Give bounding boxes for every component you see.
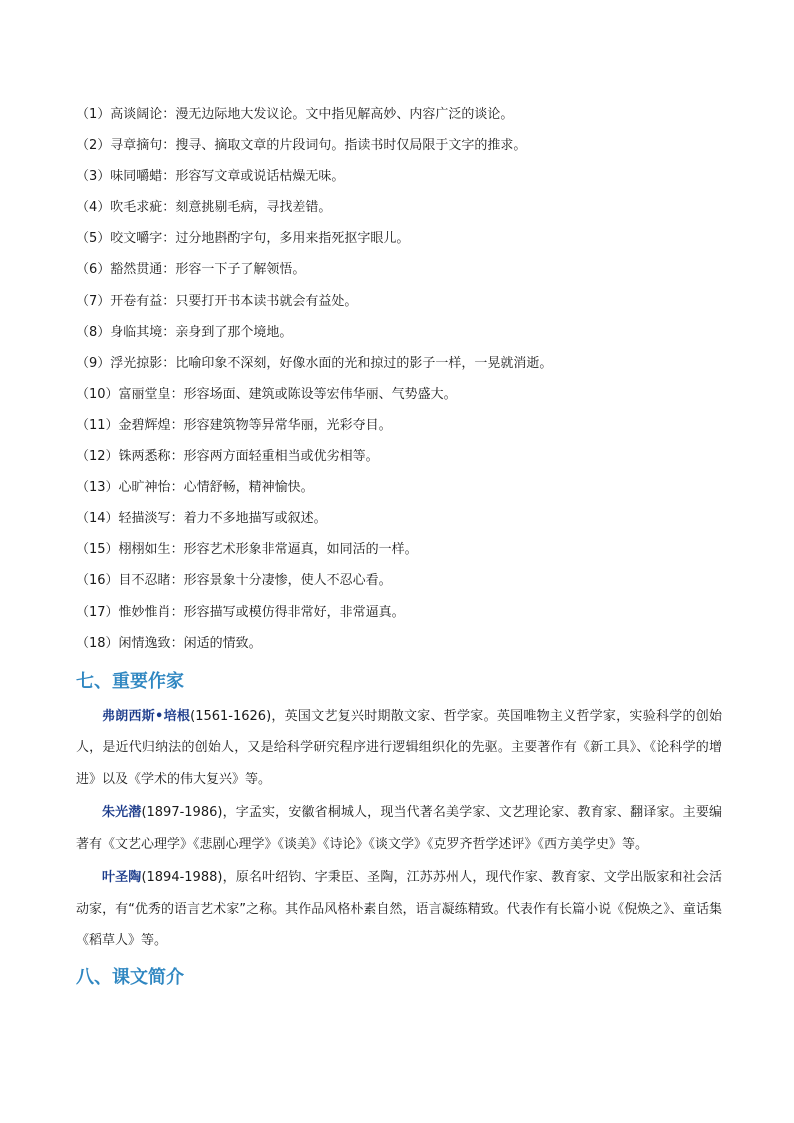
vocab-separator: ： <box>170 480 184 496</box>
vocab-term: 富丽堂皇 <box>118 386 171 402</box>
vocab-term: 味同嚼蜡 <box>110 169 163 185</box>
vocab-separator: ： <box>170 417 184 433</box>
author-bio: (1561-1626)，英国文艺复兴时期散文家、哲学家。英国唯物主义哲学家，实验科学的创始人，是近代归纳法的创始人，又是给科学研究程序进行逻辑组织化的先驱。主要著作有《新工具》、《论科学的增进》以及《学术的伟大复兴》等。 <box>76 708 722 787</box>
vocab-separator: ： <box>170 542 184 558</box>
vocab-item <box>76 410 722 441</box>
vocab-number: （6） <box>76 262 111 278</box>
vocab-separator: ： <box>170 449 184 465</box>
vocab-item <box>76 130 722 161</box>
vocab-separator: ： <box>170 386 184 402</box>
vocab-definition: 刻意挑剔毛病，寻找差错。 <box>175 200 332 216</box>
section-heading-important-writers: 七、重要作家 <box>76 670 184 692</box>
vocab-item <box>76 628 722 659</box>
vocab-number: （3） <box>76 169 111 185</box>
vocab-term: 目不忍睹 <box>118 573 171 589</box>
vocab-separator: ： <box>170 604 184 620</box>
vocab-separator: ： <box>162 107 176 122</box>
vocab-term: 浮光掠影 <box>110 355 163 371</box>
vocab-item <box>76 192 722 223</box>
author-bio: (1894-1988)，原名叶绍钧、字秉臣、圣陶，江苏苏州人，现代作家、教育家、文学出版家和社会活动家，有“优秀的语言艺术家”之称。其作品风格朴素自然，语言凝练精致。代表作有长篇小说《倪焕之》、童话集《稻草人》等。 <box>76 870 722 949</box>
vocab-term: 高谈阔论 <box>110 107 163 122</box>
vocab-term: 心旷神怡 <box>118 480 171 496</box>
vocab-separator: ： <box>170 573 184 589</box>
vocab-definition: 形容场面、建筑或陈设等宏伟华丽、气势盛大。 <box>183 386 457 402</box>
vocab-separator: ： <box>162 324 176 340</box>
vocab-term: 豁然贯通 <box>110 262 163 278</box>
vocab-separator: ： <box>162 355 176 371</box>
author-name: 弗朗西斯•培根 <box>102 708 191 724</box>
vocab-term: 惟妙惟肖 <box>118 604 171 620</box>
author-paragraph <box>76 797 722 860</box>
vocab-number: （18） <box>76 635 119 651</box>
vocab-list <box>76 99 722 659</box>
vocab-item <box>76 379 722 410</box>
vocab-definition: 着力不多地描写或叙述。 <box>183 511 327 527</box>
vocab-separator: ： <box>162 293 176 309</box>
vocab-separator: ： <box>162 169 176 185</box>
vocab-number: （12） <box>76 449 119 465</box>
vocab-item <box>76 254 722 285</box>
vocab-definition: 比喻印象不深刻，好像水面的光和掠过的影子一样，一晃就消逝。 <box>175 355 553 371</box>
vocab-definition: 形容艺术形象非常逼真，如同活的一样。 <box>183 542 418 558</box>
author-paragraph <box>76 701 722 796</box>
author-paragraph <box>76 862 722 957</box>
vocab-item <box>76 565 722 596</box>
vocab-separator: ： <box>162 138 176 154</box>
vocab-number: （4） <box>76 200 111 216</box>
vocab-definition: 只要打开书本读书就会有益处。 <box>175 293 358 309</box>
author-name: 叶圣陶 <box>102 870 142 886</box>
vocab-separator: ： <box>170 635 184 651</box>
vocab-definition: 闲适的情致。 <box>183 635 262 651</box>
vocab-number: （13） <box>76 480 119 496</box>
author-bio: (1897-1986)，字孟实，安徽省桐城人，现当代著名美学家、文艺理论家、教育家、翻译家。主要编著有《文艺心理学》《悲剧心理学》《谈美》《诗论》《谈文学》《克罗齐哲学述评》《西方美学史》等。 <box>76 805 722 852</box>
vocab-term: 金碧辉煌 <box>118 417 171 433</box>
vocab-number: （10） <box>76 386 119 402</box>
vocab-number: （9） <box>76 355 111 371</box>
vocab-item <box>76 534 722 565</box>
vocab-item <box>76 99 722 130</box>
vocab-definition: 形容写文章或说话枯燥无味。 <box>175 169 345 185</box>
vocab-number: （17） <box>76 604 119 620</box>
vocab-number: （14） <box>76 511 119 527</box>
author-name: 朱光潜 <box>102 805 142 821</box>
vocab-term: 身临其境 <box>110 324 163 340</box>
vocab-number: （11） <box>76 417 119 433</box>
vocab-separator: ： <box>162 200 176 216</box>
vocab-definition: 形容两方面轻重相当或优劣相等。 <box>183 449 379 465</box>
vocab-number: （5） <box>76 231 111 247</box>
vocab-definition: 形容建筑物等异常华丽，光彩夺目。 <box>183 417 392 433</box>
vocab-item <box>76 503 722 534</box>
vocab-term: 闲情逸致 <box>118 635 171 651</box>
vocab-term: 轻描淡写 <box>118 511 171 527</box>
vocab-term: 栩栩如生 <box>118 542 171 558</box>
vocab-definition: 形容景象十分凄惨，使人不忍心看。 <box>183 573 392 589</box>
vocab-number: （15） <box>76 542 119 558</box>
vocab-item <box>76 472 722 503</box>
section-heading-text-intro: 八、课文简介 <box>76 966 184 988</box>
vocab-term: 开卷有益 <box>110 293 163 309</box>
vocab-separator: ： <box>162 231 176 247</box>
vocab-definition: 形容描写或模仿得非常好，非常逼真。 <box>183 604 405 620</box>
vocab-definition: 心情舒畅，精神愉快。 <box>183 480 314 496</box>
vocab-number: （2） <box>76 138 111 154</box>
vocab-definition: 亲身到了那个境地。 <box>175 324 293 340</box>
vocab-number: （16） <box>76 573 119 589</box>
vocab-term: 铢两悉称 <box>118 449 171 465</box>
vocab-definition: 形容一下子了解领悟。 <box>175 262 306 278</box>
vocab-item <box>76 348 722 379</box>
vocab-item <box>76 161 722 192</box>
vocab-term: 吹毛求疵 <box>110 200 163 216</box>
vocab-separator: ： <box>162 262 176 278</box>
vocab-number: （1） <box>76 107 111 122</box>
vocab-term: 寻章摘句 <box>110 138 163 154</box>
vocab-item <box>76 317 722 348</box>
vocab-definition: 过分地斟酌字句，多用来指死抠字眼儿。 <box>175 231 410 247</box>
vocab-definition: 漫无边际地大发议论。文中指见解高妙、内容广泛的谈论。 <box>175 107 514 122</box>
vocab-item <box>76 286 722 317</box>
vocab-item <box>76 441 722 472</box>
vocab-separator: ： <box>170 511 184 527</box>
vocab-definition: 搜寻、摘取文章的片段词句。指读书时仅局限于文字的推求。 <box>175 138 527 154</box>
vocab-item <box>76 223 722 254</box>
vocab-term: 咬文嚼字 <box>110 231 163 247</box>
vocab-number: （8） <box>76 324 111 340</box>
vocab-item <box>76 597 722 628</box>
vocab-number: （7） <box>76 293 111 309</box>
